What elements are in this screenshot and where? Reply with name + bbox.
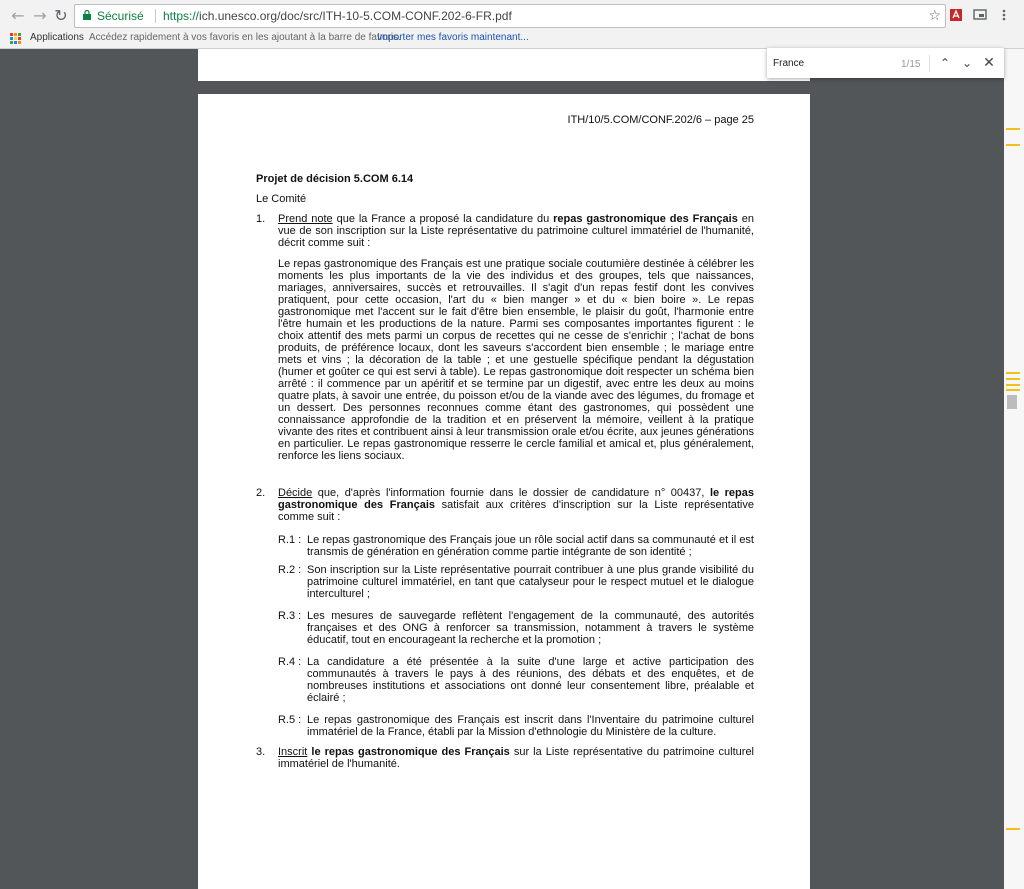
- previous-page-bottom: [198, 49, 810, 81]
- item-text-part: sur la Liste représentative du patrimoine culturel immatériel de l'humanité.: [278, 746, 754, 770]
- item-bold-text: le repas gastronomique des Français: [278, 487, 754, 511]
- lock-icon: [83, 10, 91, 20]
- close-icon[interactable]: ✕: [983, 55, 995, 71]
- item-text-part: en vue de son inscription sur la Liste représentative du patrimoine culturel immatériel de l'humanité, décrit comme suit :: [278, 213, 755, 249]
- item-text-part: que la France a proposé la candidature du: [332, 213, 554, 225]
- page-header: ITH/10/5.COM/CONF.202/6 – page 25: [567, 114, 754, 126]
- element-description: Le repas gastronomique des Français est une pratique sociale coutumière destinée à célébrer les moments les plus importants de la vie des individus et des groupes, tels que naissances, mariages, anniversaires, succès et retrouvailles. Il s'agit d'un repas festif dont les convives pratiquent, pour cette occasion, l'art du « bien manger » et du « bien boire ». Le repas gastronomique met l'accent sur le fait d'être bien ensemble, le plaisir du goût, l'harmonie entre l'être humain et les productions de la nature. Parmi ses composantes importantes figurent : le choix attentif des mets parmi un corpus de recettes qui ne cesse de s'enrichir ; l'achat de bons produits, de préférence locaux, dont les saveurs s'accordent bien ensemble ; le mariage entre mets et vins ; la décoration de la table ; et une gestuelle spécifique pendant la dégustation (humer et goûter ce qui est servi à table). Le repas gastronomique doit respecter un schéma bien arrêté : il commence par un apéritif et se termine par un digestif, avec entre les deux au moins quatre plats, à savoir une entrée, du poisson et/ou de la viande avec des légumes, du fromage et un dessert. Des personnes reconnues comme étant des gastronomes, qui possèdent une connaissance approfondie de la tradition et en préservent la mémoire, veillent à la pratique vivante des rites et contribuent ainsi à leur transmission orale et/ou écrite, aux jeunes générations en particulier. Le repas gastronomique resserre le cercle familial et amical et, plus généralement, renforce les liens sociaux.: [278, 258, 754, 462]
- chevron-down-icon[interactable]: ⌄: [961, 56, 973, 70]
- find-match-marker: [1006, 378, 1020, 380]
- apps-icon[interactable]: [10, 33, 21, 44]
- pdf-extension-icon[interactable]: [949, 8, 963, 22]
- criterion-text: Le repas gastronomique des Français est inscrit dans l'Inventaire du patrimoine culturel immatériel de la France, établi par la Mission d'ethnologie du Ministère de la culture.: [307, 714, 754, 738]
- criterion-text: La candidature a été présentée à la suite d'une large et active participation des communautés à travers le pays à des réunions, des débats et des enquêtes, et de nombreuses institutions et associations ont donné leur consentement libre, préalable et éclairé ;: [307, 656, 754, 704]
- criterion-r3: [278, 610, 754, 646]
- item-text-part: que, d'après l'information fournie dans le dossier de candidature n° 00437,: [312, 487, 710, 499]
- item-number: 2.: [256, 487, 266, 499]
- address-bar[interactable]: [74, 4, 946, 28]
- criterion-label: R.5 :: [278, 714, 302, 726]
- find-match-marker: [1006, 828, 1020, 830]
- url-path: ich.unesco.org/doc/src/ITH-10-5.COM-CONF.202-6-FR.pdf: [199, 9, 512, 23]
- menu-icon[interactable]: [997, 8, 1011, 22]
- find-match-marker: [1006, 384, 1020, 386]
- import-bookmarks-link[interactable]: Importer mes favoris maintenant...: [377, 32, 529, 43]
- scrollbar-track[interactable]: [1004, 49, 1024, 889]
- bookmarks-bar: [0, 30, 1024, 48]
- address-separator: [155, 9, 156, 23]
- find-input[interactable]: France: [773, 58, 805, 69]
- find-match-marker: [1006, 389, 1020, 391]
- back-icon[interactable]: ←: [11, 6, 25, 25]
- url-scheme: https://: [163, 9, 200, 23]
- item-bold-text: repas gastronomique des Français: [553, 213, 738, 225]
- criterion-text: Son inscription sur la Liste représentative pourrait contribuer à une plus grande visibilité du patrimoine culturel immatériel, en tant que catalyseur pour le respect mutuel et le dialogue interculturel ;: [307, 564, 754, 600]
- criterion-label: R.4 :: [278, 656, 302, 668]
- decision-item-3: [256, 746, 754, 770]
- chevron-up-icon[interactable]: ⌃: [939, 56, 951, 70]
- decision-item-2: [256, 487, 754, 523]
- secure-label: Sécurisé: [97, 9, 144, 23]
- criterion-r5: [278, 714, 754, 738]
- item-text: [278, 213, 754, 249]
- find-match-marker: [1006, 372, 1020, 374]
- decision-item-1: [256, 213, 754, 249]
- criterion-text: Les mesures de sauvegarde reflètent l'engagement de la communauté, des autorités françaises et des ONG à renforcer sa transmission, notamment à travers le système éducatif, tout en encourageant la recherche et la promotion ;: [307, 610, 754, 646]
- find-bar: [767, 48, 1004, 78]
- bookmark-star-icon[interactable]: ☆: [928, 8, 941, 24]
- criterion-text: Le repas gastronomique des Français joue un rôle social actif dans sa communauté et il est transmis de génération en génération comme partie intégrante de son identité ;: [307, 534, 754, 558]
- find-count: 1/15: [901, 59, 921, 70]
- item-text: [278, 487, 754, 523]
- cast-icon[interactable]: [973, 8, 987, 22]
- item-bold-text: le repas gastronomique des Français: [311, 746, 510, 758]
- find-separator: [929, 55, 930, 72]
- item-text-part: satisfait aux critères d'inscription sur la Liste représentative comme suit :: [278, 499, 754, 523]
- committee-label: Le Comité: [256, 193, 307, 205]
- decision-title: Projet de décision 5.COM 6.14: [256, 173, 414, 185]
- item-verb: Décide: [278, 487, 313, 499]
- bookmarks-hint: Accédez rapidement à vos favoris en les ajoutant à la barre de favoris.: [89, 32, 401, 43]
- reload-icon[interactable]: ↻: [54, 6, 68, 25]
- url-text: [163, 5, 512, 27]
- item-verb: Prend note: [278, 213, 333, 225]
- scrollbar-thumb[interactable]: [1007, 395, 1017, 409]
- item-verb: Inscrit: [278, 746, 308, 758]
- apps-label[interactable]: Applications: [30, 32, 84, 43]
- criterion-r4: [278, 656, 754, 704]
- item-text: [278, 746, 754, 770]
- criterion-r2: [278, 564, 754, 600]
- item-number: 1.: [256, 213, 266, 225]
- find-match-marker: [1006, 144, 1020, 146]
- item-number: 3.: [256, 746, 266, 758]
- criterion-label: R.3 :: [278, 610, 302, 622]
- criterion-label: R.2 :: [278, 564, 302, 576]
- forward-icon[interactable]: →: [33, 6, 47, 25]
- criterion-label: R.1 :: [278, 534, 302, 546]
- criterion-r1: [278, 534, 754, 558]
- browser-toolbar: [0, 0, 1024, 49]
- find-match-marker: [1006, 128, 1020, 130]
